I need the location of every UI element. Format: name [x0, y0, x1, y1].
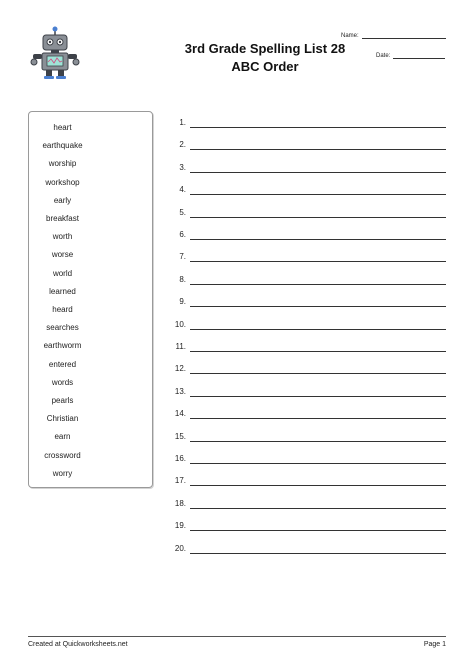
answer-number: 15.: [174, 431, 186, 441]
answer-row: [160, 432, 446, 444]
word-item: earthquake: [42, 141, 83, 151]
robot-mascot-icon: [30, 26, 80, 80]
answer-row: [160, 364, 446, 376]
answer-line[interactable]: [190, 194, 446, 195]
answer-number: 4.: [179, 185, 186, 195]
answer-line[interactable]: [190, 485, 446, 486]
worksheet-title: 3rd Grade Spelling List 28: [184, 41, 346, 56]
answer-number: 17.: [174, 476, 186, 486]
word-item: earthworm: [43, 341, 82, 351]
footer-page-number: Page 1: [423, 641, 446, 648]
answer-row: [160, 252, 446, 264]
word-item: worth: [52, 232, 73, 242]
answer-number: 9.: [179, 297, 186, 307]
answer-line[interactable]: [190, 508, 446, 509]
name-field[interactable]: [341, 32, 446, 39]
answer-line[interactable]: [190, 373, 446, 374]
answer-number: 19.: [174, 521, 186, 531]
answer-line[interactable]: [190, 553, 446, 554]
answer-line[interactable]: [190, 217, 446, 218]
answer-number: 5.: [179, 207, 186, 217]
answer-number: 14.: [174, 409, 186, 419]
date-label: Date:: [376, 53, 391, 59]
word-item: world: [52, 268, 73, 278]
answer-number: 2.: [179, 140, 186, 150]
answer-number: 16.: [174, 454, 186, 463]
word-item: pearls: [51, 396, 74, 405]
word-item: heart: [53, 123, 72, 132]
word-item: worse: [51, 250, 74, 260]
answer-row: [160, 118, 446, 130]
word-item: crossword: [44, 450, 81, 460]
answer-row: [160, 476, 446, 488]
answer-number: 18.: [174, 498, 186, 508]
answer-number: 12.: [174, 364, 186, 374]
worksheet-subtitle: ABC Order: [231, 59, 299, 74]
word-item: workshop: [45, 177, 80, 187]
answer-row: [160, 230, 446, 242]
footer-credit: Created at Quickworksheets.net: [28, 641, 128, 648]
word-item: early: [53, 195, 72, 205]
word-item: learned: [49, 286, 76, 296]
answer-line[interactable]: [190, 149, 446, 150]
answer-number: 11.: [175, 342, 186, 351]
answer-number: 20.: [174, 543, 186, 553]
date-line[interactable]: [393, 52, 445, 59]
word-item: earn: [54, 432, 71, 442]
answer-line[interactable]: [190, 351, 446, 352]
answer-line[interactable]: [190, 463, 446, 464]
answer-row: [160, 320, 446, 332]
answer-row: [160, 387, 446, 399]
answer-line[interactable]: [190, 239, 446, 240]
answer-line[interactable]: [190, 329, 446, 330]
answer-number: 3.: [179, 162, 186, 172]
answer-row: [160, 140, 446, 152]
answer-number: 7.: [179, 252, 186, 262]
answer-line[interactable]: [190, 418, 446, 419]
answer-row: [160, 185, 446, 197]
answer-row: [160, 499, 446, 511]
word-item: worry: [52, 468, 73, 478]
word-item: heard: [52, 305, 73, 314]
name-label: Name:: [341, 33, 359, 39]
footer-divider: [28, 636, 446, 637]
word-item: entered: [48, 359, 77, 369]
answer-number: 10.: [174, 319, 186, 329]
word-item: Christian: [46, 414, 79, 424]
answer-line[interactable]: [190, 530, 446, 531]
answer-line[interactable]: [190, 396, 446, 397]
answer-line[interactable]: [190, 306, 446, 307]
answer-row: [160, 521, 446, 533]
answer-line[interactable]: [190, 127, 446, 128]
date-field[interactable]: [376, 52, 445, 59]
word-item: words: [51, 377, 74, 387]
word-item: searches: [46, 323, 79, 333]
answer-row: [160, 342, 446, 354]
word-item: breakfast: [46, 214, 79, 223]
answer-row: [160, 409, 446, 421]
answer-row: [160, 275, 446, 287]
answer-row: [160, 454, 446, 466]
answer-row: [160, 208, 446, 220]
answer-line[interactable]: [190, 261, 446, 262]
answer-number: 6.: [179, 230, 186, 239]
answer-line[interactable]: [190, 172, 446, 173]
answer-line[interactable]: [190, 284, 446, 285]
answer-number: 13.: [174, 386, 186, 396]
answer-line[interactable]: [190, 441, 446, 442]
word-item: worship: [48, 159, 77, 169]
answer-row: [160, 544, 446, 556]
name-line[interactable]: [362, 32, 446, 39]
answer-number: 1.: [179, 118, 186, 127]
answer-row: [160, 163, 446, 175]
answer-row: [160, 297, 446, 309]
answer-number: 8.: [179, 274, 186, 284]
